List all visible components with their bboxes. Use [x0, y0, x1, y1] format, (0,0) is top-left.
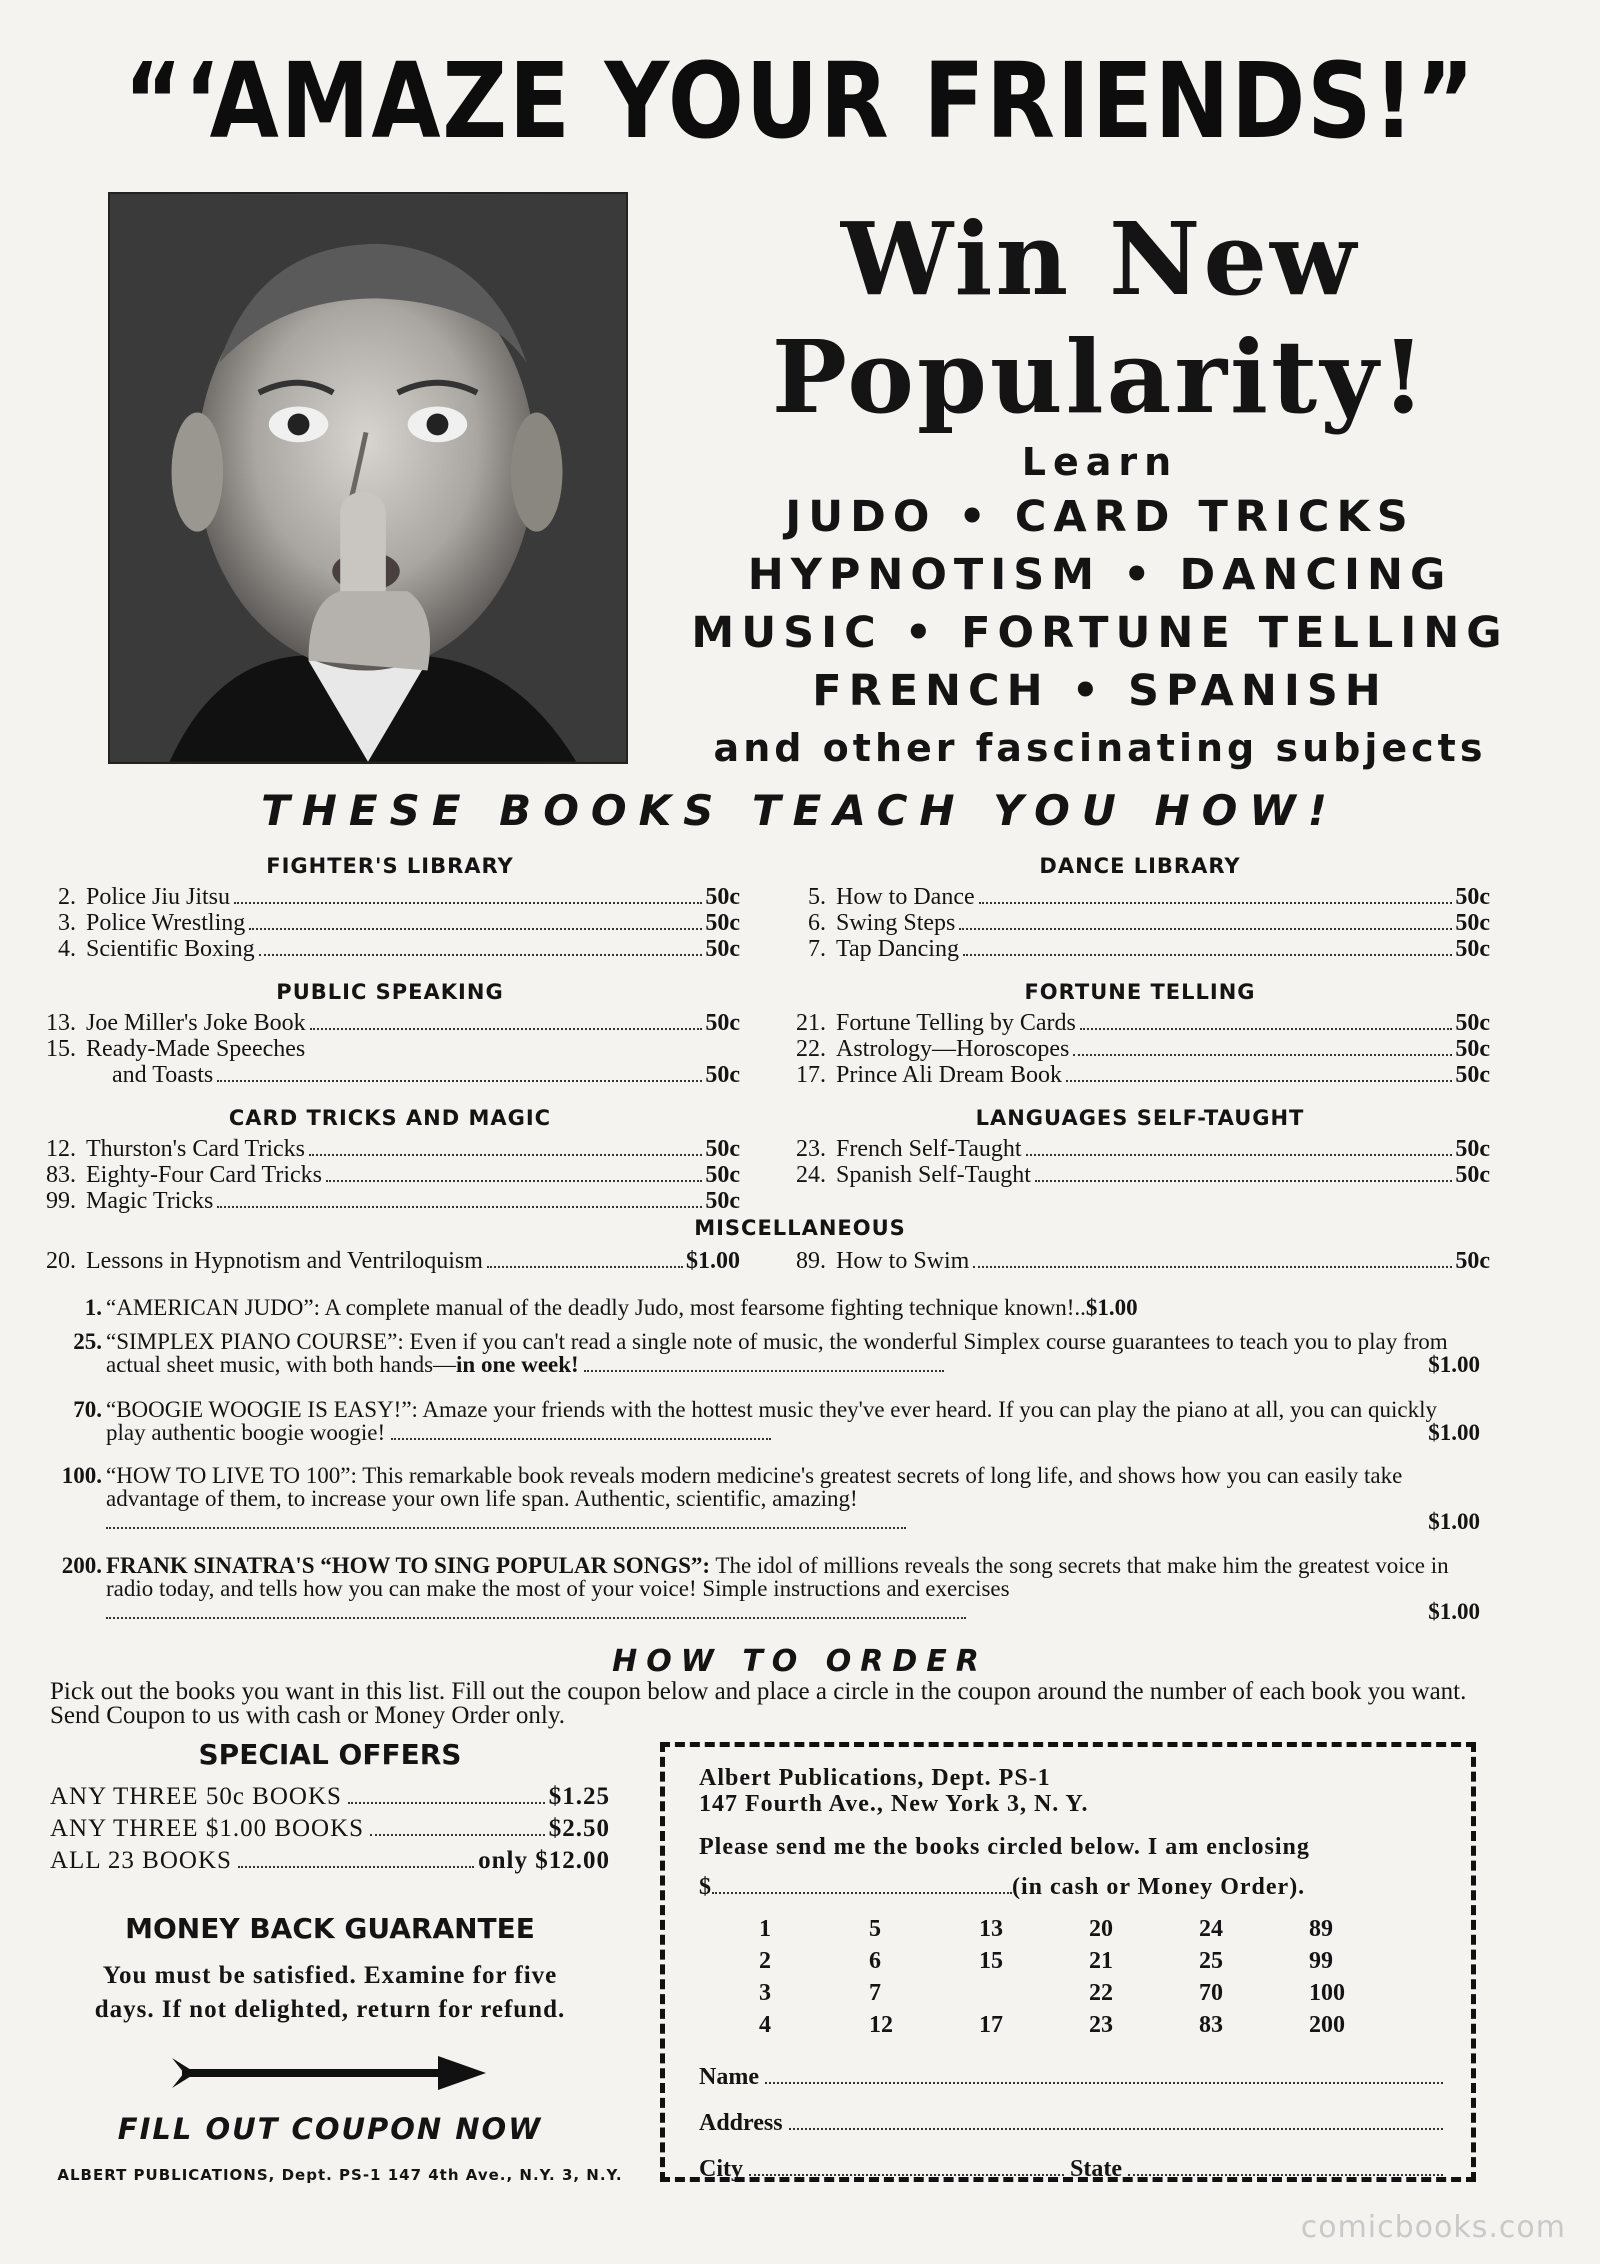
slogan-line-2: Popularity!	[771, 318, 1429, 436]
featured-book[interactable]: 25. “SIMPLEX PIANO COURSE”: Even if you can't read a single note of music, the wonderful Simplex course guarantees to teach you to play from actual sheet music, with both hands—in one week! $1.00	[73, 1329, 1480, 1377]
misc-right-item[interactable]: 89. How to Swim 50c	[796, 1248, 1490, 1274]
special-offers	[50, 1738, 610, 1877]
book-number[interactable]: 200	[1309, 2012, 1345, 2038]
category-heading: CARD TRICKS AND MAGIC	[228, 1106, 552, 1130]
guarantee-line-1: You must be satisfied. Examine for five	[102, 1962, 558, 1989]
address-field[interactable]: Address	[699, 2101, 1449, 2145]
slogan-line-1: Win New	[840, 200, 1360, 318]
man-shushing-photo	[108, 192, 628, 764]
book-number[interactable]: 5	[869, 1916, 881, 1942]
book-item[interactable]: 21. Fortune Telling by Cards 50c	[796, 1010, 1490, 1036]
subjects-line-1: JUDO • CARD TRICKS	[785, 492, 1415, 542]
subjects-line-2: HYPNOTISM • DANCING	[747, 550, 1453, 600]
book-item[interactable]: 22. Astrology—Horoscopes 50c	[796, 1036, 1490, 1062]
book-number[interactable]	[979, 1977, 1089, 2009]
misc-left-item[interactable]: 20. Lessons in Hypnotism and Ventriloquism $1.00	[46, 1248, 740, 1274]
fill-out-coupon-heading: FILL OUT COUPON NOW	[117, 2112, 543, 2146]
book-item[interactable]: 83. Eighty-Four Card Tricks 50c	[46, 1162, 740, 1188]
book-number[interactable]: 70	[1199, 1980, 1223, 2006]
offer-item: ANY THREE $1.00 BOOKS $2.50	[50, 1815, 610, 1842]
book-item[interactable]: 3. Police Wrestling 50c	[58, 910, 740, 936]
left-book-column	[40, 846, 740, 1214]
learn-label: Learn	[1021, 440, 1179, 484]
special-offers-heading: SPECIAL OFFERS	[198, 1738, 462, 1771]
book-item[interactable]: 4. Scientific Boxing 50c	[58, 936, 740, 962]
publisher-imprint: ALBERT PUBLICATIONS, Dept. PS-1 147 4th Ave., N.Y. 3, N.Y.	[57, 2166, 623, 2184]
amount-field[interactable]	[712, 1892, 1012, 1894]
book-number[interactable]: 100	[1309, 1980, 1345, 2006]
book-number[interactable]: 4	[759, 2012, 771, 2038]
offer-item: ALL 23 BOOKS only $12.00	[50, 1847, 610, 1874]
guarantee-line-2: days. If not delighted, return for refund.	[94, 1996, 566, 2023]
book-number[interactable]: 23	[1089, 2012, 1113, 2038]
book-number[interactable]: 83	[1199, 2012, 1223, 2038]
book-number[interactable]: 13	[979, 1916, 1003, 1942]
category-heading: LANGUAGES SELF-TAUGHT	[975, 1106, 1305, 1130]
coupon-address-line-2: 147 Fourth Ave., New York 3, N. Y.	[699, 1791, 1089, 1817]
slogan	[640, 200, 1560, 436]
name-field[interactable]: Name	[699, 2055, 1449, 2099]
book-item[interactable]: 15. Ready-Made Speeches	[46, 1036, 306, 1062]
coupon-request: Please send me the books circled below. I am enclosing $ (in cash or Money Order).	[699, 1834, 1310, 1900]
featured-book[interactable]: 70. “BOOGIE WOOGIE IS EASY!”: Amaze your friends with the hottest music they've ever heard. If you can play the piano at all, you can quickly play authentic boogie woogie! $1.00	[73, 1397, 1480, 1445]
guarantee-heading: MONEY BACK GUARANTEE	[125, 1912, 535, 1945]
book-number-grid[interactable]	[759, 1913, 1449, 2041]
order-coupon[interactable]	[660, 1742, 1476, 2182]
book-item[interactable]: 2. Police Jiu Jitsu 50c	[58, 884, 740, 910]
featured-book[interactable]: 1. “AMERICAN JUDO”: A complete manual of the deadly Judo, most fearsome fighting technique known!..$1.00	[84, 1295, 1138, 1320]
category-heading: FORTUNE TELLING	[1024, 980, 1256, 1004]
arrow-right-icon	[168, 2048, 488, 2098]
how-to-order-text: Pick out the books you want in this list. Fill out the coupon below and place a circle in the coupon around the number of each book you want. Send Coupon to us with cash or Money Order only.	[50, 1678, 1467, 1729]
how-to-order-heading: HOW TO ORDER	[612, 1644, 988, 1679]
site-watermark: comicbooks.com	[1300, 2210, 1566, 2245]
man-portrait-illustration	[110, 194, 626, 762]
book-number[interactable]: 15	[979, 1948, 1003, 1974]
right-book-column	[790, 846, 1490, 1188]
miscellaneous-heading: MISCELLANEOUS	[694, 1216, 906, 1240]
offer-item: ANY THREE 50c BOOKS $1.25	[50, 1783, 610, 1810]
book-number[interactable]: 21	[1089, 1948, 1113, 1974]
subjects-line-4: FRENCH • SPANISH	[812, 666, 1388, 716]
book-number[interactable]: 3	[759, 1980, 771, 2006]
teach-heading: THESE BOOKS TEACH YOU HOW!	[261, 786, 1339, 835]
book-number[interactable]: 99	[1309, 1948, 1333, 1974]
book-item[interactable]: 12. Thurston's Card Tricks 50c	[46, 1136, 740, 1162]
book-item[interactable]: 13. Joe Miller's Joke Book 50c	[46, 1010, 740, 1036]
featured-book[interactable]: 100. “HOW TO LIVE TO 100”: This remarkable book reveals modern medicine's greatest secrets of long life, and shows how you can easily take advantage of them, to increase your own life span. Authentic, scientific, amazing! $1.00	[61, 1463, 1480, 1534]
book-item-continued: and Toasts 50c	[112, 1062, 740, 1088]
book-number[interactable]: 6	[869, 1948, 881, 1974]
book-number[interactable]: 7	[869, 1980, 881, 2006]
book-number[interactable]: 20	[1089, 1916, 1113, 1942]
book-item[interactable]: 99. Magic Tricks 50c	[46, 1188, 740, 1214]
headline: “‘AMAZE YOUR FRIENDS!”	[123, 40, 1477, 162]
category-heading: DANCE LIBRARY	[1039, 854, 1241, 878]
book-number[interactable]: 1	[759, 1916, 771, 1942]
book-item[interactable]: 7. Tap Dancing 50c	[808, 936, 1490, 962]
book-number[interactable]: 22	[1089, 1980, 1113, 2006]
book-number[interactable]: 2	[759, 1948, 771, 1974]
book-item[interactable]: 6. Swing Steps 50c	[808, 910, 1490, 936]
money-back-guarantee	[50, 1912, 610, 2027]
city-state-field[interactable]: City State	[699, 2147, 1449, 2191]
book-item[interactable]: 17. Prince Ali Dream Book 50c	[796, 1062, 1490, 1088]
featured-book[interactable]: 200. FRANK SINATRA'S “HOW TO SING POPULAR SONGS”: The idol of millions reveals the song secrets that make him the greatest voice in radio today, and tells how you can make the most of your voice! Simple instructions and exercises $1.00	[61, 1553, 1480, 1624]
subjects-tail: and other fascinating subjects	[713, 726, 1487, 770]
book-number[interactable]: 17	[979, 2012, 1003, 2038]
book-number[interactable]: 12	[869, 2012, 893, 2038]
subjects-line-3: MUSIC • FORTUNE TELLING	[691, 608, 1509, 658]
book-item[interactable]: 23. French Self-Taught 50c	[796, 1136, 1490, 1162]
book-number[interactable]: 25	[1199, 1948, 1223, 1974]
book-item[interactable]: 24. Spanish Self-Taught 50c	[796, 1162, 1490, 1188]
book-item[interactable]: 5. How to Dance 50c	[808, 884, 1490, 910]
book-number[interactable]: 24	[1199, 1916, 1223, 1942]
subjects-list	[640, 436, 1560, 776]
coupon-address-line-1: Albert Publications, Dept. PS-1	[699, 1765, 1051, 1791]
category-heading: PUBLIC SPEAKING	[276, 980, 504, 1004]
category-heading: FIGHTER'S LIBRARY	[266, 854, 514, 878]
book-number[interactable]: 89	[1309, 1916, 1333, 1942]
